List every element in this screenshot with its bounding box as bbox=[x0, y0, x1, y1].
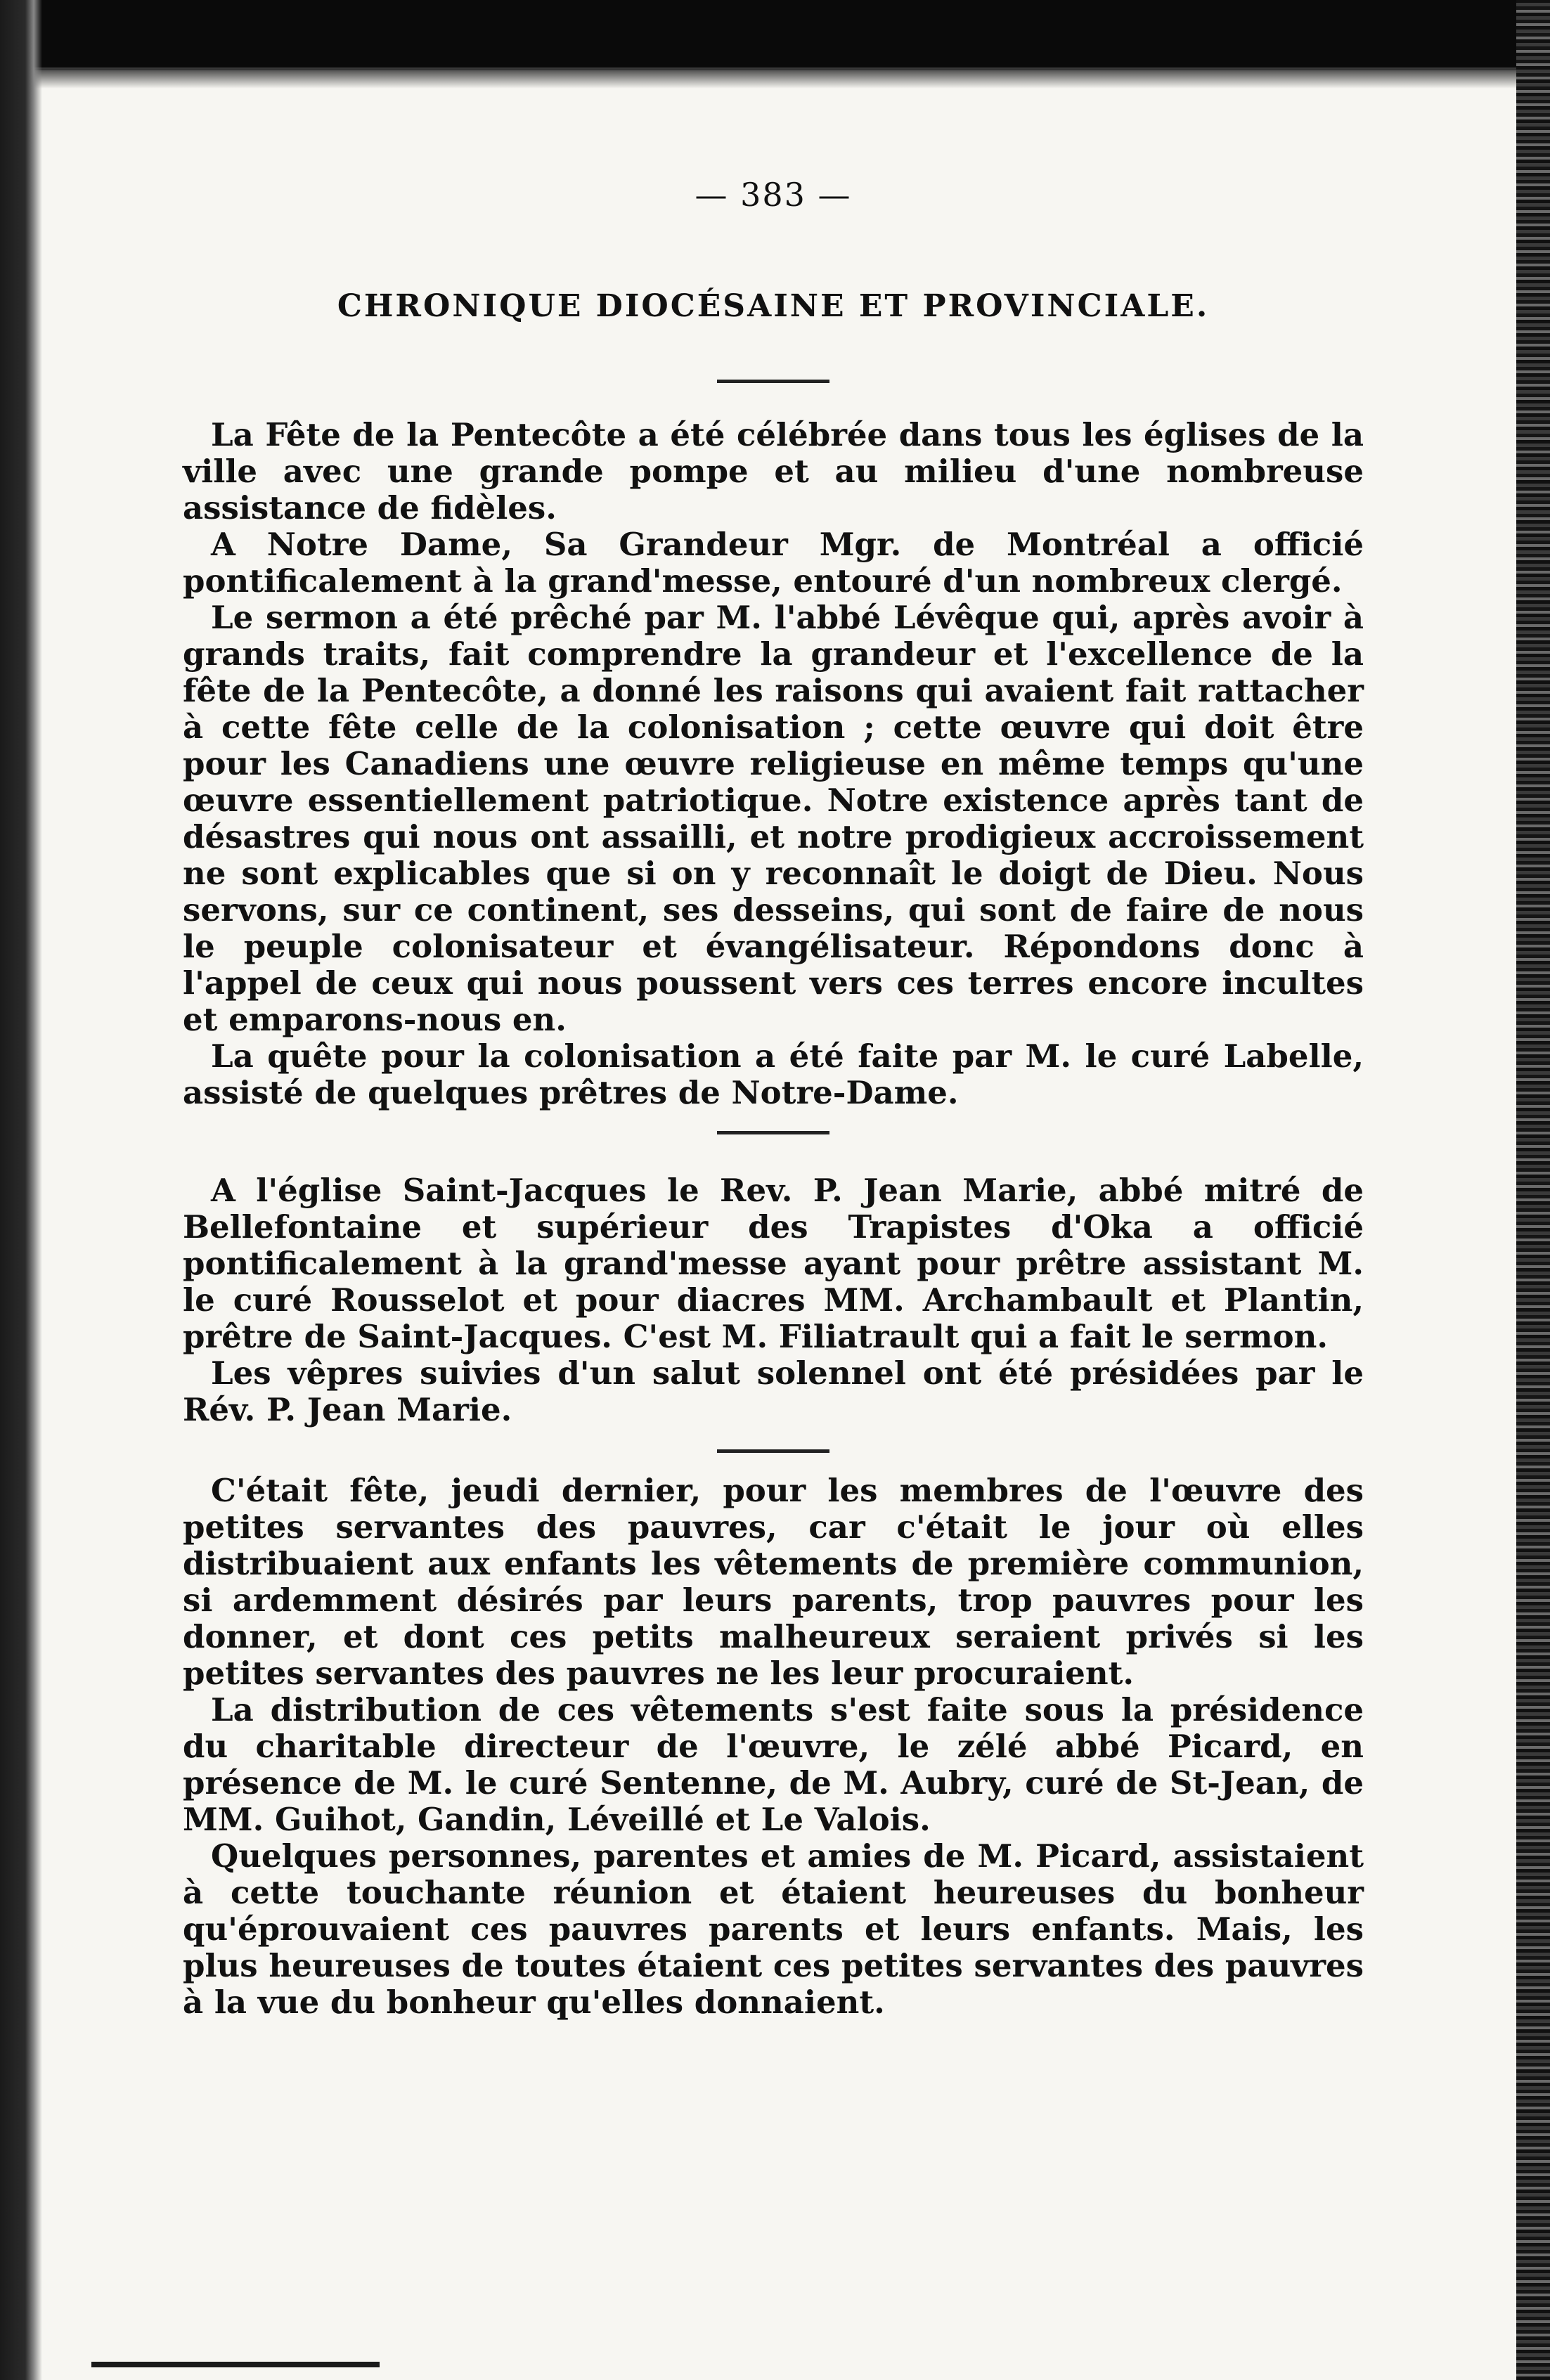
scan-top-border bbox=[0, 0, 1550, 70]
paragraph-reunion: Quelques personnes, parentes et amies de M. Picard, assistaient à cette touchante réunion et étaient heureuses du bonheur qu'éprouvaient ces pauvres parents et leurs enfants. Mais, les plus heureuses de toutes étaient ces petites servantes des pauvres à la vue du bonheur qu'elles donnaient. bbox=[183, 1837, 1364, 2021]
section-divider bbox=[717, 1449, 829, 1453]
paragraph-sermon: Le sermon a été prêché par M. l'abbé Lévêque qui, après avoir à grands traits, fait comprendre la grandeur et l'excellence de la fête de la Pentecôte, a donné les raisons qui avaient fait rattacher à cette fête celle de la colonisation ; cette œuvre qui doit être pour les Canadiens une œuvre religieuse en même temps qu'une œuvre essentiellement patriotique. Notre existence après tant de désastres qui nous ont assailli, et notre prodigieux accroissement ne sont explicables que si on y reconnaît le doigt de Dieu. Nous servons, sur ce continent, ses desseins, qui sont de faire de nous le peuple colonisateur et évangélisateur. Répondons donc à l'appel de ceux qui nous poussent vers ces terres encore incultes et emparons-nous en. bbox=[183, 599, 1364, 1038]
scan-left-border bbox=[0, 0, 42, 2380]
section-title: CHRONIQUE DIOCÉSAINE ET PROVINCIALE. bbox=[337, 288, 1210, 324]
paragraph-vepres: Les vêpres suivies d'un salut solennel ont été présidées par le Rév. P. Jean Marie. bbox=[183, 1354, 1364, 1428]
scan-right-border bbox=[1516, 0, 1550, 2380]
page-number: — 383 — bbox=[695, 176, 852, 214]
paragraph-quete: La quête pour la colonisation a été faite par M. le curé Labelle, assisté de quelques prêtres de Notre-Dame. bbox=[183, 1037, 1364, 1111]
paragraph-notre-dame: A Notre Dame, Sa Grandeur Mgr. de Montréal a officié pontificalement à la grand'messe, entouré d'un nombreux clergé. bbox=[183, 526, 1364, 600]
scan-top-shadow bbox=[0, 67, 1550, 89]
paragraph-distribution: La distribution de ces vêtements s'est faite sous la présidence du charitable directeur de l'œuvre, le zélé abbé Picard, en présence de M. le curé Sentenne, de M. Aubry, curé de St-Jean, de MM. Guihot, Gandin, Léveillé et Le Valois. bbox=[183, 1691, 1364, 1838]
section-divider bbox=[717, 1131, 829, 1134]
section-divider bbox=[717, 380, 829, 383]
page-body bbox=[183, 176, 1364, 2021]
scan-bottom-mark bbox=[91, 2362, 380, 2367]
paragraph-pentecote: La Fête de la Pentecôte a été célébrée dans tous les églises de la ville avec une grande pompe et au milieu d'une nombreuse assistance de fidèles. bbox=[183, 416, 1364, 526]
paragraph-saint-jacques: A l'église Saint-Jacques le Rev. P. Jean Marie, abbé mitré de Bellefontaine et supérieur des Trapistes d'Oka a officié pontificalement à la grand'messe ayant pour prêtre assistant M. le curé Rousselot et pour diacres MM. Archambault et Plantin, prêtre de Saint-Jacques. C'est M. Filiatrault qui a fait le sermon. bbox=[183, 1172, 1364, 1355]
paragraph-servantes: C'était fête, jeudi dernier, pour les membres de l'œuvre des petites servantes des pauvres, car c'était le jour où elles distribuaient aux enfants les vêtements de première communion, si ardemment désirés par leurs parents, trop pauvres pour les donner, et dont ces petits malheureux seraient privés si les petites servantes des pauvres ne les leur procuraient. bbox=[183, 1472, 1364, 1692]
